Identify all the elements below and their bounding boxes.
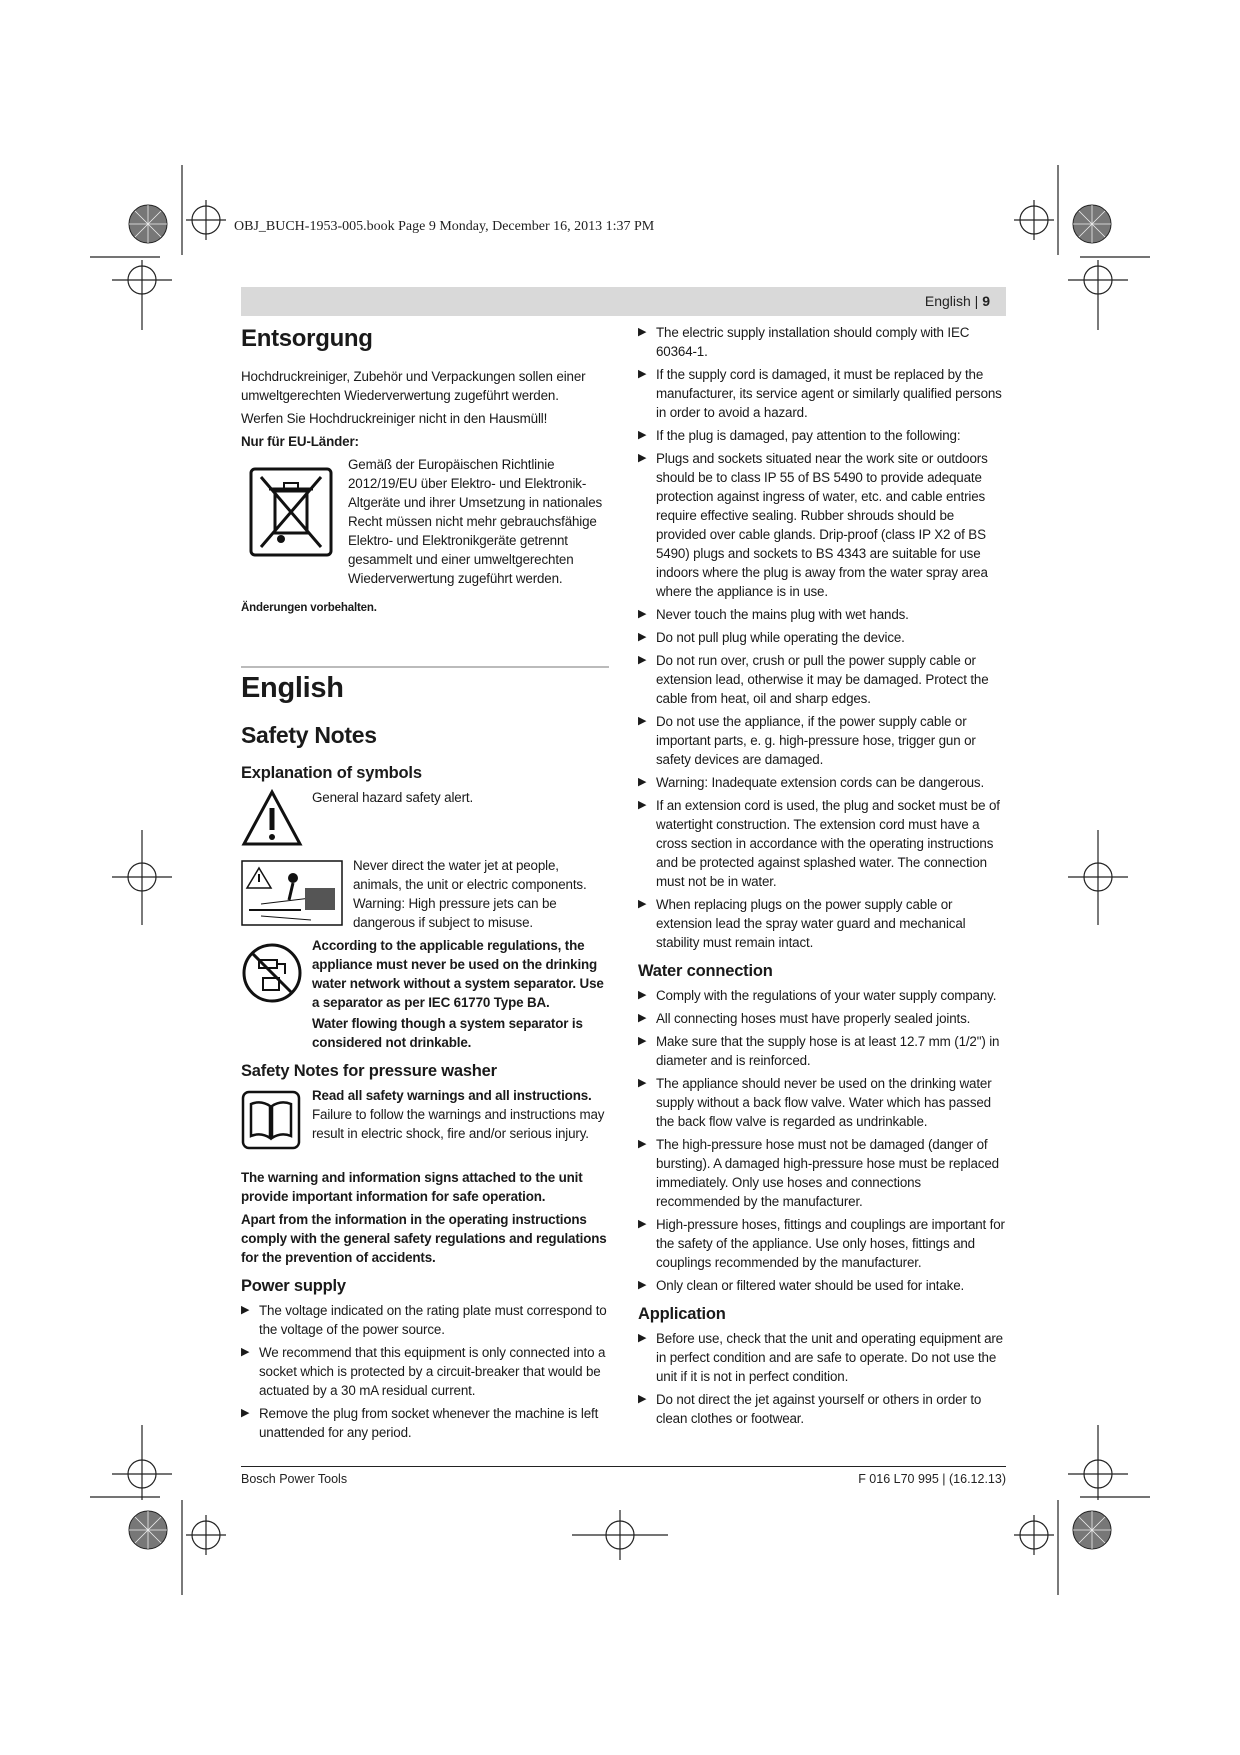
symbol-general-hazard [241,788,609,856]
power-item [638,449,1006,601]
bullet-triangle-icon: ▶ [638,1332,647,1344]
bullet-triangle-icon: ▶ [638,776,647,788]
weee-bin-icon [249,467,333,557]
power-item [638,712,1006,769]
power-item [638,773,1006,792]
power-item [638,605,1006,624]
bullet-triangle-icon: ▶ [638,1077,647,1089]
bullet-triangle-icon: ▶ [241,1304,250,1316]
water-item-text: Comply with the regulations of your water supply company. [656,988,997,1003]
no-drinking-water-icon [241,942,303,1004]
bullet-triangle-icon: ▶ [241,1346,250,1358]
bullet-triangle-icon: ▶ [638,715,647,727]
power-item-text: Never touch the mains plug with wet hands. [656,607,909,622]
power-item-text: When replacing plugs on the power supply cable or extension lead the spray water guard and mechanical stability must remain intact. [656,897,966,950]
power-item-text: Plugs and sockets situated near the work site or outdoors should be to class IP 55 of BS 5490 to provide adequate protection against ingress of water, etc. and cable entries require effective sealing. Rubber shrouds should be provided over cable glands. Drip-proof (class IP X2 of BS 5490) plugs and sockets to BS 4343 are suitable for use indoors where the plug is away from the water spray area where the appliance is in use. [656,451,988,599]
right-column [638,323,1006,1432]
power-item-text: If the plug is damaged, pay attention to the following: [656,428,961,443]
power-supply-title: Power supply [241,1277,346,1295]
application-item [638,1329,1006,1386]
water-item [638,1009,1006,1028]
water-item [638,1032,1006,1070]
water-jet-warning-icon [241,860,343,926]
footer-left: Bosch Power Tools [241,1472,348,1486]
bullet-triangle-icon: ▶ [638,1035,647,1047]
power-item-text: Warning: Inadequate extension cords can be dangerous. [656,775,985,790]
water-item [638,986,1006,1005]
water-item-text: Make sure that the supply hose is at least 12.7 mm (1/2") in diameter and is reinforced. [656,1034,1000,1068]
water-item-text: All connecting hoses must have properly sealed joints. [656,1011,971,1026]
entsorgung-paragraph-2: Werfen Sie Hochdruckreiniger nicht in den Hausmüll! [241,411,548,426]
symbol-drinking-water-text: According to the applicable regulations, the appliance must never be used on the drinking water network without a system separator. Use a separator as per IEC 61770 Type BA. [312,938,604,1010]
power-item [241,1301,609,1339]
bullet-triangle-icon: ▶ [638,799,647,811]
page-header [925,293,990,309]
bullet-triangle-icon: ▶ [241,1407,250,1419]
bullet-triangle-icon: ▶ [638,1393,647,1405]
bullet-triangle-icon: ▶ [638,429,647,441]
application-item-text: Before use, check that the unit and operating equipment are in perfect condition and are safe to operate. Do not use the unit if it is not in perfect condition. [656,1331,1003,1384]
left-column [241,321,609,1446]
symbol-water-jet-text: Never direct the water jet at people, animals, the unit or electric components. Warning: High pressure jets can be dangerous if subject to misuse. [353,858,587,930]
power-item-text: If the supply cord is damaged, it must be replaced by the manufacturer, its service agent or similarly qualified persons in order to avoid a hazard. [656,367,1002,420]
power-item-text: Do not pull plug while operating the device. [656,630,905,645]
symbol-water-jet [241,856,609,936]
bullet-triangle-icon: ▶ [638,1012,647,1024]
bullet-triangle-icon: ▶ [638,989,647,1001]
safety-notes-title: Safety Notes [241,722,377,748]
english-title: English [241,672,344,704]
power-item [638,365,1006,422]
power-item-text: The electric supply installation should comply with IEC 60364-1. [656,325,970,359]
bullet-triangle-icon: ▶ [638,654,647,666]
eu-label: Nur für EU-Länder: [241,434,359,449]
read-instructions-block [241,1086,609,1168]
bullet-triangle-icon: ▶ [638,898,647,910]
bullet-triangle-icon: ▶ [638,368,647,380]
page-number: 9 [982,293,990,309]
header-section: English | [924,293,983,309]
water-item-text: The high-pressure hose must not be damaged (danger of bursting). A damaged high-pressure hose must be replaced immediately. Only use hoses and connections recommended by the manufacturer. [656,1137,999,1209]
symbol-drinking-water [241,936,609,1014]
power-item [638,796,1006,891]
warning-signs-paragraph: The warning and information signs attached to the unit provide important information for safe operation. [241,1170,583,1204]
read-instructions-rest: Failure to follow the warnings and instructions may result in electric shock, fire and/or serious injury. [312,1107,605,1141]
bullet-triangle-icon: ▶ [638,1279,647,1291]
read-instructions-bold: Read all safety warnings and all instructions. [312,1088,592,1103]
power-item-text: If an extension cord is used, the plug and socket must be of watertight construction. The extension cord must have a cross section in accordance with the operating instructions and be protected against splashed water. The connection must not be in water. [656,798,1000,889]
water-item-text: High-pressure hoses, fittings and couplings are important for the safety of the appliance. Use only hoses, fittings and couplings recommended by the manufacturer. [656,1217,1005,1270]
power-item [241,1343,609,1400]
application-item-text: Do not direct the jet against yourself or others in order to clean clothes or footwear. [656,1392,982,1426]
entsorgung-paragraph-1: Hochdruckreiniger, Zubehör und Verpackungen sollen einer umweltgerechten Wiederverwertung zugeführt werden. [241,369,586,403]
power-item [638,895,1006,952]
bullet-triangle-icon: ▶ [638,631,647,643]
footer-rule [241,1466,1006,1467]
power-item-text: Do not use the appliance, if the power supply cable or important parts, e. g. high-pressure hose, trigger gun or safety devices are damaged. [656,714,976,767]
power-item [638,651,1006,708]
water-item [638,1215,1006,1272]
water-item [638,1276,1006,1295]
general-regulations-paragraph: Apart from the information in the operating instructions comply with the general safety regulations and regulations for the prevention of accidents. [241,1212,607,1265]
bullet-triangle-icon: ▶ [638,1138,647,1150]
print-info-line: OBJ_BUCH-1953-005.book Page 9 Monday, December 16, 2013 1:37 PM [234,219,655,234]
power-item-text: Remove the plug from socket whenever the machine is left unattended for any period. [259,1406,599,1440]
power-item-text: Do not run over, crush or pull the power supply cable or extension lead, otherwise it may be damaged. Protect the cable from heat, oil and sharp edges. [656,653,989,706]
manual-book-icon [241,1090,301,1150]
power-item [638,628,1006,647]
application-item [638,1390,1006,1428]
symbol-general-hazard-text: General hazard safety alert. [312,790,474,805]
symbols-title: Explanation of symbols [241,764,422,782]
footer-right: F 016 L70 995 | (16.12.13) [858,1472,1006,1486]
warning-triangle-icon [241,788,303,848]
power-item [241,1404,609,1442]
power-item-text: The voltage indicated on the rating plate must correspond to the voltage of the power source. [259,1303,607,1337]
pressure-washer-title: Safety Notes for pressure washer [241,1062,497,1080]
section-divider [241,666,609,668]
read-instructions-text [312,1086,609,1143]
symbol-drinking-water-text-2: Water flowing though a system separator is considered not drinkable. [312,1016,583,1050]
water-item [638,1135,1006,1211]
power-item [638,323,1006,361]
application-title: Application [638,1305,726,1323]
entsorgung-title: Entsorgung [241,325,373,352]
water-item [638,1074,1006,1131]
water-item-text: The appliance should never be used on the drinking water supply without a back flow valve. Water which has passed the back flow valve is regarded as undrinkable. [656,1076,992,1129]
water-connection-title: Water connection [638,962,773,980]
eu-directive-text: Gemäß der Europäischen Richtlinie 2012/19/EU über Elektro- und Elektronik-Altgeräte und ihrer Umsetzung in nationales Recht müssen nicht mehr gebrauchsfähige Elektro- und Elektronikgeräte getrennt gesammelt und einer umweltgerechten Wiederverwertung zugeführt werden. [348,457,603,586]
weee-block [241,455,609,593]
bullet-triangle-icon: ▶ [638,326,647,338]
bullet-triangle-icon: ▶ [638,452,647,464]
changes-note: Änderungen vorbehalten. [241,602,377,614]
water-item-text: Only clean or filtered water should be used for intake. [656,1278,965,1293]
power-item [638,426,1006,445]
power-item-text: We recommend that this equipment is only connected into a socket which is protected by a circuit-breaker that would be actuated by a 30 mA residual current. [259,1345,606,1398]
bullet-triangle-icon: ▶ [638,1218,647,1230]
page-header-bar [241,287,1006,316]
bullet-triangle-icon: ▶ [638,608,647,620]
